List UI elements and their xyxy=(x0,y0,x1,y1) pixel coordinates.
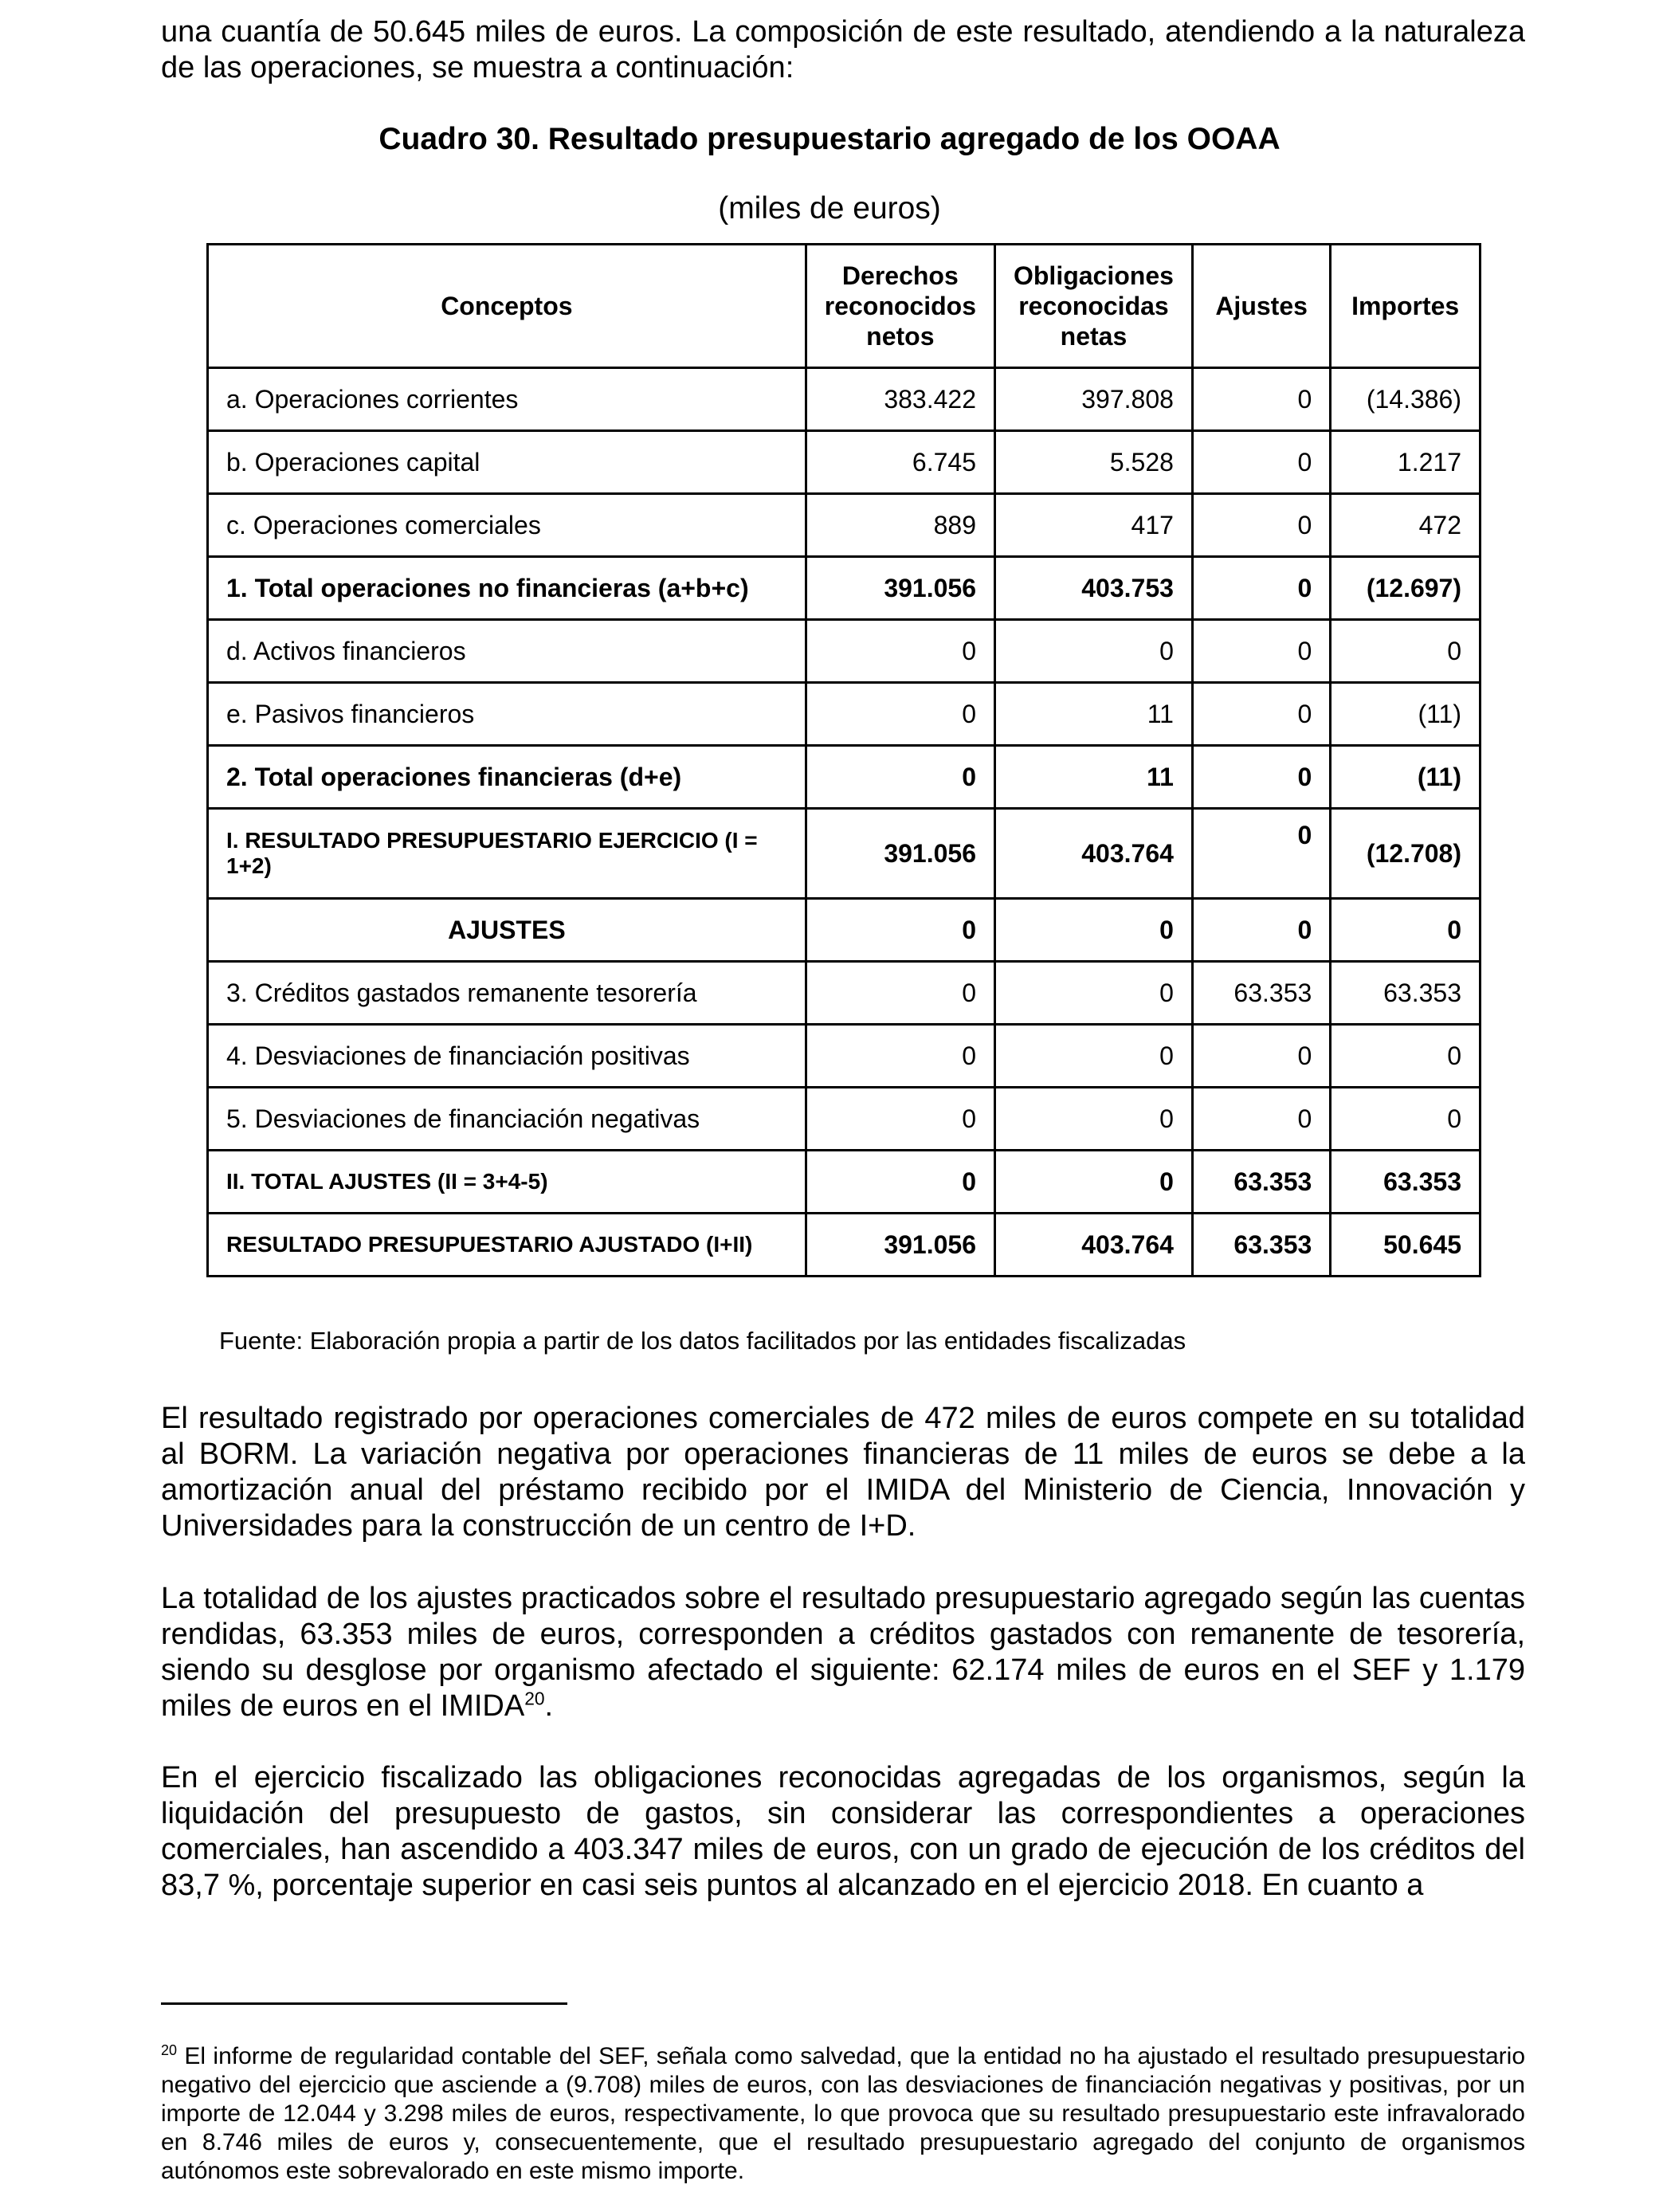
row-obligaciones: 403.764 xyxy=(994,1214,1192,1277)
row-obligaciones: 0 xyxy=(994,899,1192,962)
row-concept: 4. Desviaciones de financiación positivas xyxy=(208,1025,806,1088)
row-concept: b. Operaciones capital xyxy=(208,431,806,494)
row-concept: e. Pasivos financieros xyxy=(208,683,806,746)
row-derechos: 0 xyxy=(806,1025,994,1088)
row-concept: 5. Desviaciones de financiación negativas xyxy=(208,1088,806,1151)
table-row-total xyxy=(208,557,1481,620)
row-obligaciones: 0 xyxy=(994,1025,1192,1088)
table-source: Fuente: Elaboración propia a partir de los datos facilitados por las entidades fiscalizadas xyxy=(219,1327,1186,1355)
paragraph-2-end: . xyxy=(544,1689,554,1723)
header-derechos-line2: reconocidos xyxy=(824,292,976,320)
row-importes: 63.353 xyxy=(1331,962,1481,1025)
table-row xyxy=(208,620,1481,683)
paragraph-2-text: La totalidad de los ajustes practicados sobre el resultado presupuestario agregado según las cuentas rendidas, 63.353 miles de euros, corresponden a créditos gastados con remanente de tesorería, siendo su desglose por organismo afectado el siguiente: 62.174 miles de euros en el SEF y 1.179 miles de euros en el IMIDA xyxy=(161,1582,1525,1723)
footnote-number: 20 xyxy=(161,2042,178,2058)
row-obligaciones: 403.764 xyxy=(994,809,1192,899)
row-ajustes: 0 xyxy=(1192,1025,1330,1088)
row-concept: d. Activos financieros xyxy=(208,620,806,683)
row-concept: RESULTADO PRESUPUESTARIO AJUSTADO (I+II) xyxy=(208,1214,806,1277)
table-row xyxy=(208,494,1481,557)
row-ajustes: 0 xyxy=(1192,899,1330,962)
row-ajustes: 0 xyxy=(1192,557,1330,620)
row-concept: c. Operaciones comerciales xyxy=(208,494,806,557)
row-obligaciones: 11 xyxy=(994,683,1192,746)
row-importes: 0 xyxy=(1331,1088,1481,1151)
row-importes: 0 xyxy=(1331,620,1481,683)
row-obligaciones: 417 xyxy=(994,494,1192,557)
row-ajustes: 0 xyxy=(1192,683,1330,746)
row-obligaciones: 5.528 xyxy=(994,431,1192,494)
row-concept: a. Operaciones corrientes xyxy=(208,368,806,431)
footnote-text: El informe de regularidad contable del SEF, señala como salvedad, que la entidad no ha ajustado el resultado presupuestario negativo del ejercicio que asciende a (9.708) miles de euros, con las desviaciones de financiación negativas y positivas, por un importe de 12.044 y 3.298 miles de euros, respectivamente, lo que provoca que su resultado presupuestario este infravalorado en 8.746 miles de euros y, consecuentemente, que el resultado presupuestario agregado del conjunto de organismos autónomos este sobrevalorado en este mismo importe. xyxy=(161,2043,1525,2184)
row-importes: 1.217 xyxy=(1331,431,1481,494)
row-concept: II. TOTAL AJUSTES (II = 3+4-5) xyxy=(208,1151,806,1214)
table-caption: Cuadro 30. Resultado presupuestario agregado de los OOAA xyxy=(378,122,1281,156)
paragraph-1: El resultado registrado por operaciones comerciales de 472 miles de euros compete en su totalidad al BORM. La variación negativa por operaciones financieras de 11 miles de euros se debe a la amortización anual del préstamo recibido por el IMIDA del Ministerio de Ciencia, Innovación y Universidades para la construcción de un centro de I+D. xyxy=(161,1402,1525,1543)
row-importes: (14.386) xyxy=(1331,368,1481,431)
row-derechos: 391.056 xyxy=(806,1214,994,1277)
table-row xyxy=(208,962,1481,1025)
header-ajustes: Ajustes xyxy=(1192,245,1330,368)
row-obligaciones: 397.808 xyxy=(994,368,1192,431)
row-concept: I. RESULTADO PRESUPUESTARIO EJERCICIO (I = 1+2) xyxy=(208,809,806,899)
header-obligaciones xyxy=(994,245,1192,368)
header-importes: Importes xyxy=(1331,245,1481,368)
table-row-total xyxy=(208,746,1481,809)
table-row xyxy=(208,1088,1481,1151)
table-header-row xyxy=(208,245,1481,368)
row-derechos: 383.422 xyxy=(806,368,994,431)
row-ajustes: 0 xyxy=(1192,368,1330,431)
header-concepts: Conceptos xyxy=(208,245,806,368)
header-derechos xyxy=(806,245,994,368)
row-derechos: 0 xyxy=(806,962,994,1025)
row-concept: 2. Total operaciones financieras (d+e) xyxy=(208,746,806,809)
table-row xyxy=(208,368,1481,431)
row-ajustes: 0 xyxy=(1192,746,1330,809)
row-importes: 50.645 xyxy=(1331,1214,1481,1277)
table-row-result xyxy=(208,809,1481,899)
row-importes: 0 xyxy=(1331,899,1481,962)
row-obligaciones: 403.753 xyxy=(994,557,1192,620)
row-importes: 472 xyxy=(1331,494,1481,557)
table-units: (miles de euros) xyxy=(718,191,941,226)
row-derechos: 0 xyxy=(806,899,994,962)
paragraph-2 xyxy=(161,1581,1525,1724)
table-row-section-ajustes xyxy=(208,899,1481,962)
table-row xyxy=(208,683,1481,746)
row-obligaciones: 0 xyxy=(994,620,1192,683)
header-obligaciones-line1: Obligaciones xyxy=(1013,261,1174,290)
intro-paragraph: una cuantía de 50.645 miles de euros. La composición de este resultado, atendiendo a la naturaleza de las operaciones, se muestra a continuación: xyxy=(161,15,1525,84)
row-derechos: 0 xyxy=(806,746,994,809)
footnote-divider xyxy=(161,2002,567,2005)
row-ajustes: 63.353 xyxy=(1192,962,1330,1025)
row-derechos: 0 xyxy=(806,1088,994,1151)
row-ajustes: 0 xyxy=(1192,620,1330,683)
row-ajustes: 63.353 xyxy=(1192,1214,1330,1277)
table-row xyxy=(208,1025,1481,1088)
row-ajustes: 63.353 xyxy=(1192,1151,1330,1214)
row-derechos: 0 xyxy=(806,1151,994,1214)
row-importes: (12.708) xyxy=(1331,809,1481,899)
footnote xyxy=(161,2042,1525,2186)
row-concept: 3. Créditos gastados remanente tesorería xyxy=(208,962,806,1025)
paragraph-3: En el ejercicio fiscalizado las obligaciones reconocidas agregadas de los organismos, según la liquidación del presupuesto de gastos, sin considerar las correspondientes a operaciones comerciales, han ascendido a 403.347 miles de euros, con un grado de ejecución de los créditos del 83,7 %, porcentaje superior en casi seis puntos al alcanzado en el ejercicio 2018. En cuanto a xyxy=(161,1761,1525,1902)
row-ajustes: 0 xyxy=(1192,494,1330,557)
row-obligaciones: 0 xyxy=(994,962,1192,1025)
row-ajustes: 0 xyxy=(1192,1088,1330,1151)
row-obligaciones: 0 xyxy=(994,1151,1192,1214)
row-importes: 0 xyxy=(1331,1025,1481,1088)
header-obligaciones-line3: netas xyxy=(1060,322,1128,351)
row-importes: (11) xyxy=(1331,683,1481,746)
header-derechos-line1: Derechos xyxy=(841,261,959,290)
footnote-reference: 20 xyxy=(524,1688,545,1709)
row-importes: (11) xyxy=(1331,746,1481,809)
row-ajustes: 0 xyxy=(1192,431,1330,494)
header-derechos-line3: netos xyxy=(866,322,935,351)
row-concept: AJUSTES xyxy=(208,899,806,962)
row-derechos: 391.056 xyxy=(806,557,994,620)
row-derechos: 6.745 xyxy=(806,431,994,494)
row-ajustes: 0 xyxy=(1192,809,1330,899)
table-row-result xyxy=(208,1214,1481,1277)
row-importes: (12.697) xyxy=(1331,557,1481,620)
row-obligaciones: 11 xyxy=(994,746,1192,809)
row-derechos: 889 xyxy=(806,494,994,557)
table-row xyxy=(208,431,1481,494)
table-row-total xyxy=(208,1151,1481,1214)
row-derechos: 0 xyxy=(806,683,994,746)
row-obligaciones: 0 xyxy=(994,1088,1192,1151)
header-obligaciones-line2: reconocidas xyxy=(1018,292,1169,320)
row-derechos: 0 xyxy=(806,620,994,683)
budget-result-table xyxy=(206,243,1481,1277)
row-importes: 63.353 xyxy=(1331,1151,1481,1214)
row-concept: 1. Total operaciones no financieras (a+b+c) xyxy=(208,557,806,620)
row-derechos: 391.056 xyxy=(806,809,994,899)
